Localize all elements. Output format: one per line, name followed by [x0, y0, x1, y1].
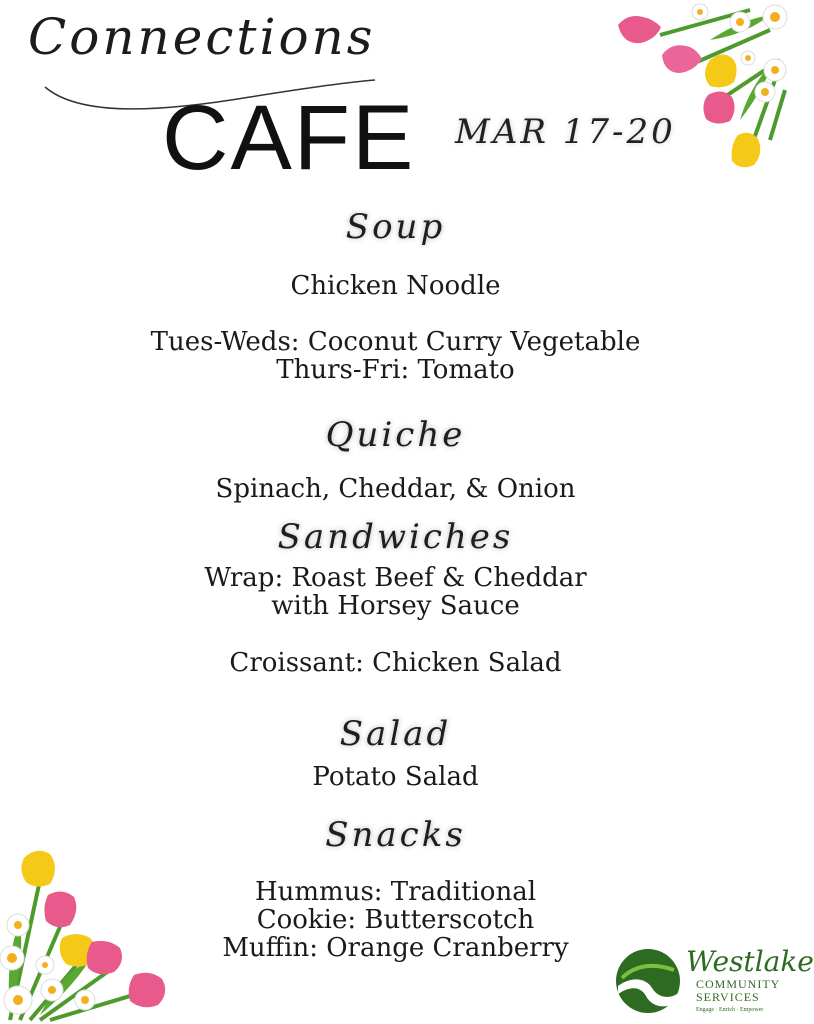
logo-tagline: Engage · Enrich · Empower	[696, 1007, 764, 1013]
menu-item-soup-2: Tues-Weds: Coconut Curry Vegetable	[150, 327, 641, 357]
menu-item-sandwiches-3: Croissant: Chicken Salad	[229, 648, 562, 678]
brand-script-title: Connections	[28, 8, 376, 66]
menu-item-sandwiches-2: with Horsey Sauce	[271, 591, 520, 621]
menu-item-soup-3: Thurs-Fri: Tomato	[276, 355, 515, 385]
brand-main-title: CAFE	[162, 87, 416, 189]
menu-item-snacks-2: Cookie: Butterscotch	[256, 905, 535, 935]
menu-item-snacks-3: Muffin: Orange Cranberry	[222, 933, 569, 963]
logo-name: Westlake	[686, 945, 814, 978]
menu-item-salad-1: Potato Salad	[312, 762, 479, 792]
logo-line-community: COMMUNITY	[696, 977, 781, 991]
menu-item-soup-1: Chicken Noodle	[290, 271, 501, 301]
section-title-soup: Soup	[345, 207, 446, 247]
logo-subtitle	[696, 978, 780, 1004]
westlake-logo-icon	[612, 948, 684, 1014]
menu-dates: MAR 17-20	[455, 112, 676, 152]
section-title-quiche: Quiche	[325, 415, 466, 455]
menu-item-snacks-1: Hummus: Traditional	[254, 877, 537, 907]
menu-item-quiche-1: Spinach, Cheddar, & Onion	[215, 474, 576, 504]
logo-line-services: SERVICES	[696, 990, 760, 1004]
flower-corner-top-right	[600, 0, 791, 185]
section-title-sandwiches: Sandwiches	[277, 517, 514, 557]
menu-item-sandwiches-1: Wrap: Roast Beef & Cheddar	[204, 563, 587, 593]
section-title-salad: Salad	[339, 714, 452, 754]
section-title-snacks: Snacks	[325, 815, 466, 855]
